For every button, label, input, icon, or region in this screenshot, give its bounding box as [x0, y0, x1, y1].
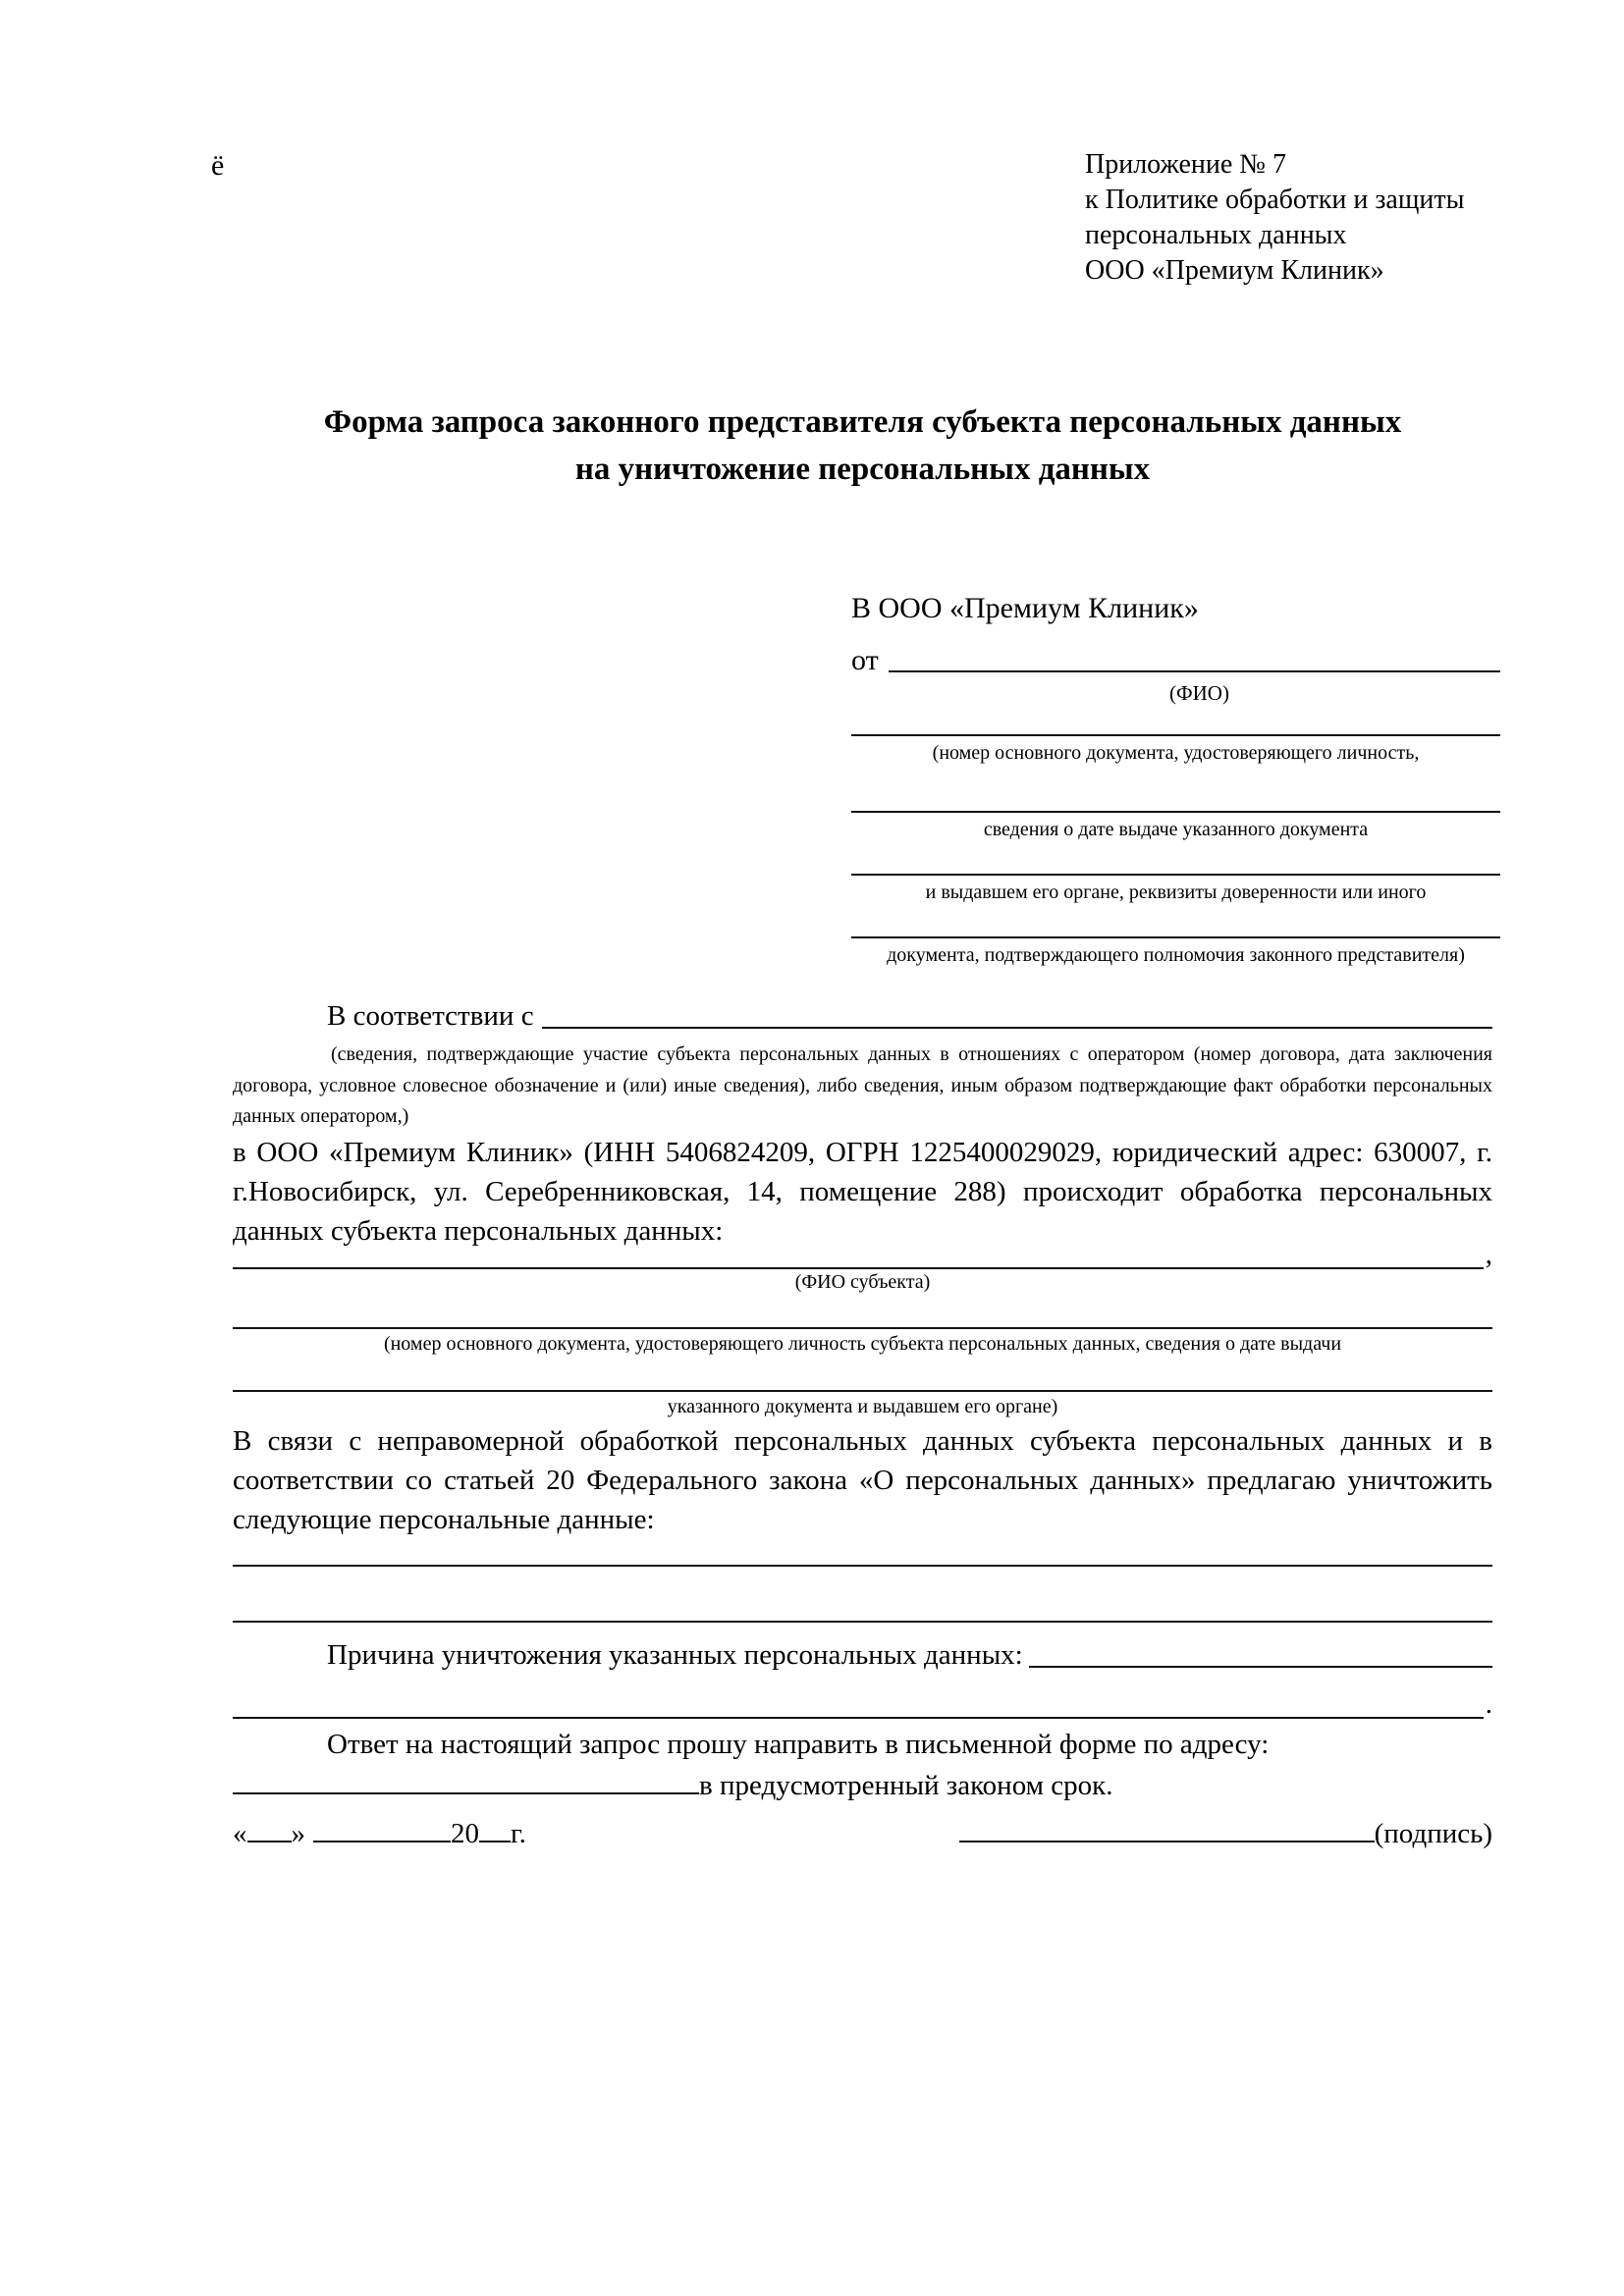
doc-caption-line-3: и выдавшем его органе, реквизиты доверенности или иного: [851, 874, 1500, 905]
reason-fill-in-line: [1029, 1635, 1492, 1668]
according-row: [233, 996, 1492, 1036]
subject-doc-fill-in-line-2: [233, 1390, 1492, 1392]
operator-paragraph: в ООО «Премиум Клиник» (ИНН 5406824209, ОГРН 1225400029029, юридический адрес: 630007, г. г.Новосибирск, ул. Серебренниковская, 14, помещение 288) происходит обработка персональных данных субъекта персональных данных:: [233, 1136, 1492, 1247]
body-column: [233, 996, 1492, 1803]
doc-caption-line-4: документа, подтверждающего полномочия законного представителя): [851, 936, 1500, 968]
subject-tail-comma: ,: [1485, 1238, 1492, 1270]
appendix-line-1: Приложение № 7: [1085, 149, 1286, 180]
document-title-line-1: Форма запроса законного представителя субъекта персональных данных: [323, 404, 1402, 440]
signature-fill-in-line: [959, 1812, 1375, 1842]
reason-fill-in-line-2: [233, 1717, 1484, 1719]
data-fill-in-line-1: [233, 1565, 1492, 1567]
date-month-fill-in-line: [313, 1812, 451, 1842]
subject-fio-line-row: [233, 1238, 1492, 1270]
appendix-block: [1085, 147, 1464, 289]
doc-caption-line-2: сведения о дате выдаче указанного документа: [851, 811, 1500, 842]
doc-caption-line-1: (номер основного документа, удостоверяющего личность,: [851, 734, 1500, 766]
reason-tail-period: .: [1485, 1687, 1492, 1720]
reason-label: Причина уничтожения указанных персональных данных:: [327, 1638, 1023, 1671]
reason-row: [233, 1635, 1492, 1675]
addressee-org: В ООО «Премиум Клиник»: [851, 592, 1199, 624]
subject-fio-caption: (ФИО субъекта): [794, 1270, 931, 1293]
date-part: [233, 1812, 526, 1853]
date-year-suffix: г.: [511, 1818, 526, 1849]
appendix-line-2: к Политике обработки и защиты: [1085, 185, 1465, 215]
date-year-prefix: 20: [451, 1818, 479, 1849]
date-year-fill-in-line: [479, 1812, 511, 1842]
fio-caption: (ФИО): [1169, 681, 1229, 705]
answer-tail-row: [233, 1764, 1492, 1803]
demand-paragraph: В связи с неправомерной обработкой персональных данных субъекта персональных данных и в соответствии со статьей 20 Федерального закона «О персональных данных» предлагаю уничтожить следующие персональные данные:: [233, 1424, 1492, 1535]
signature-caption: (подпись): [1374, 1818, 1492, 1849]
according-label: В соответствии с: [327, 1000, 534, 1032]
subject-doc-caption-1: (номер основного документа, удостоверяющего личность субъекта персональных данных, сведения о дате выдачи: [383, 1332, 1342, 1355]
data-fill-in-line-2: [233, 1621, 1492, 1623]
from-fill-in-line: [889, 642, 1500, 672]
appendix-line-4: ООО «Премиум Клиник»: [1085, 255, 1384, 286]
footer-row: [233, 1812, 1492, 1853]
addressee-block: [851, 591, 1500, 968]
date-close-quote: »: [291, 1818, 305, 1849]
subject-doc-caption-2: указанного документа и выдавшем его органе): [667, 1395, 1058, 1417]
according-fill-in-line: [542, 996, 1492, 1029]
answer-paragraph: Ответ на настоящий запрос прошу направить в письменной форме по адресу:: [327, 1728, 1270, 1760]
stray-char: ё: [211, 149, 225, 182]
date-open-quote: «: [233, 1818, 247, 1849]
signature-part: [959, 1812, 1492, 1853]
answer-tail-text: в предусмотренный законом срок.: [699, 1769, 1113, 1801]
appendix-line-3: персональных данных: [1085, 220, 1347, 250]
from-row: [851, 642, 1500, 679]
according-caption: (сведения, подтверждающие участие субъекта персональных данных в отношениях с оператором (номер договора, дата заключения договора, условное словесное обозначение и (или) иные сведения), либо сведения, иным образом подтверждающие факт обработки персональных данных оператором,): [233, 1043, 1492, 1127]
from-label: от: [851, 644, 879, 676]
document-title-line-2: на уничтожение персональных данных: [574, 452, 1151, 487]
document-title: [233, 399, 1492, 493]
date-day-fill-in-line: [247, 1812, 292, 1842]
address-fill-in-line: [233, 1764, 699, 1794]
subject-doc-fill-in-line-1: [233, 1327, 1492, 1329]
reason-line-row: [233, 1687, 1492, 1720]
